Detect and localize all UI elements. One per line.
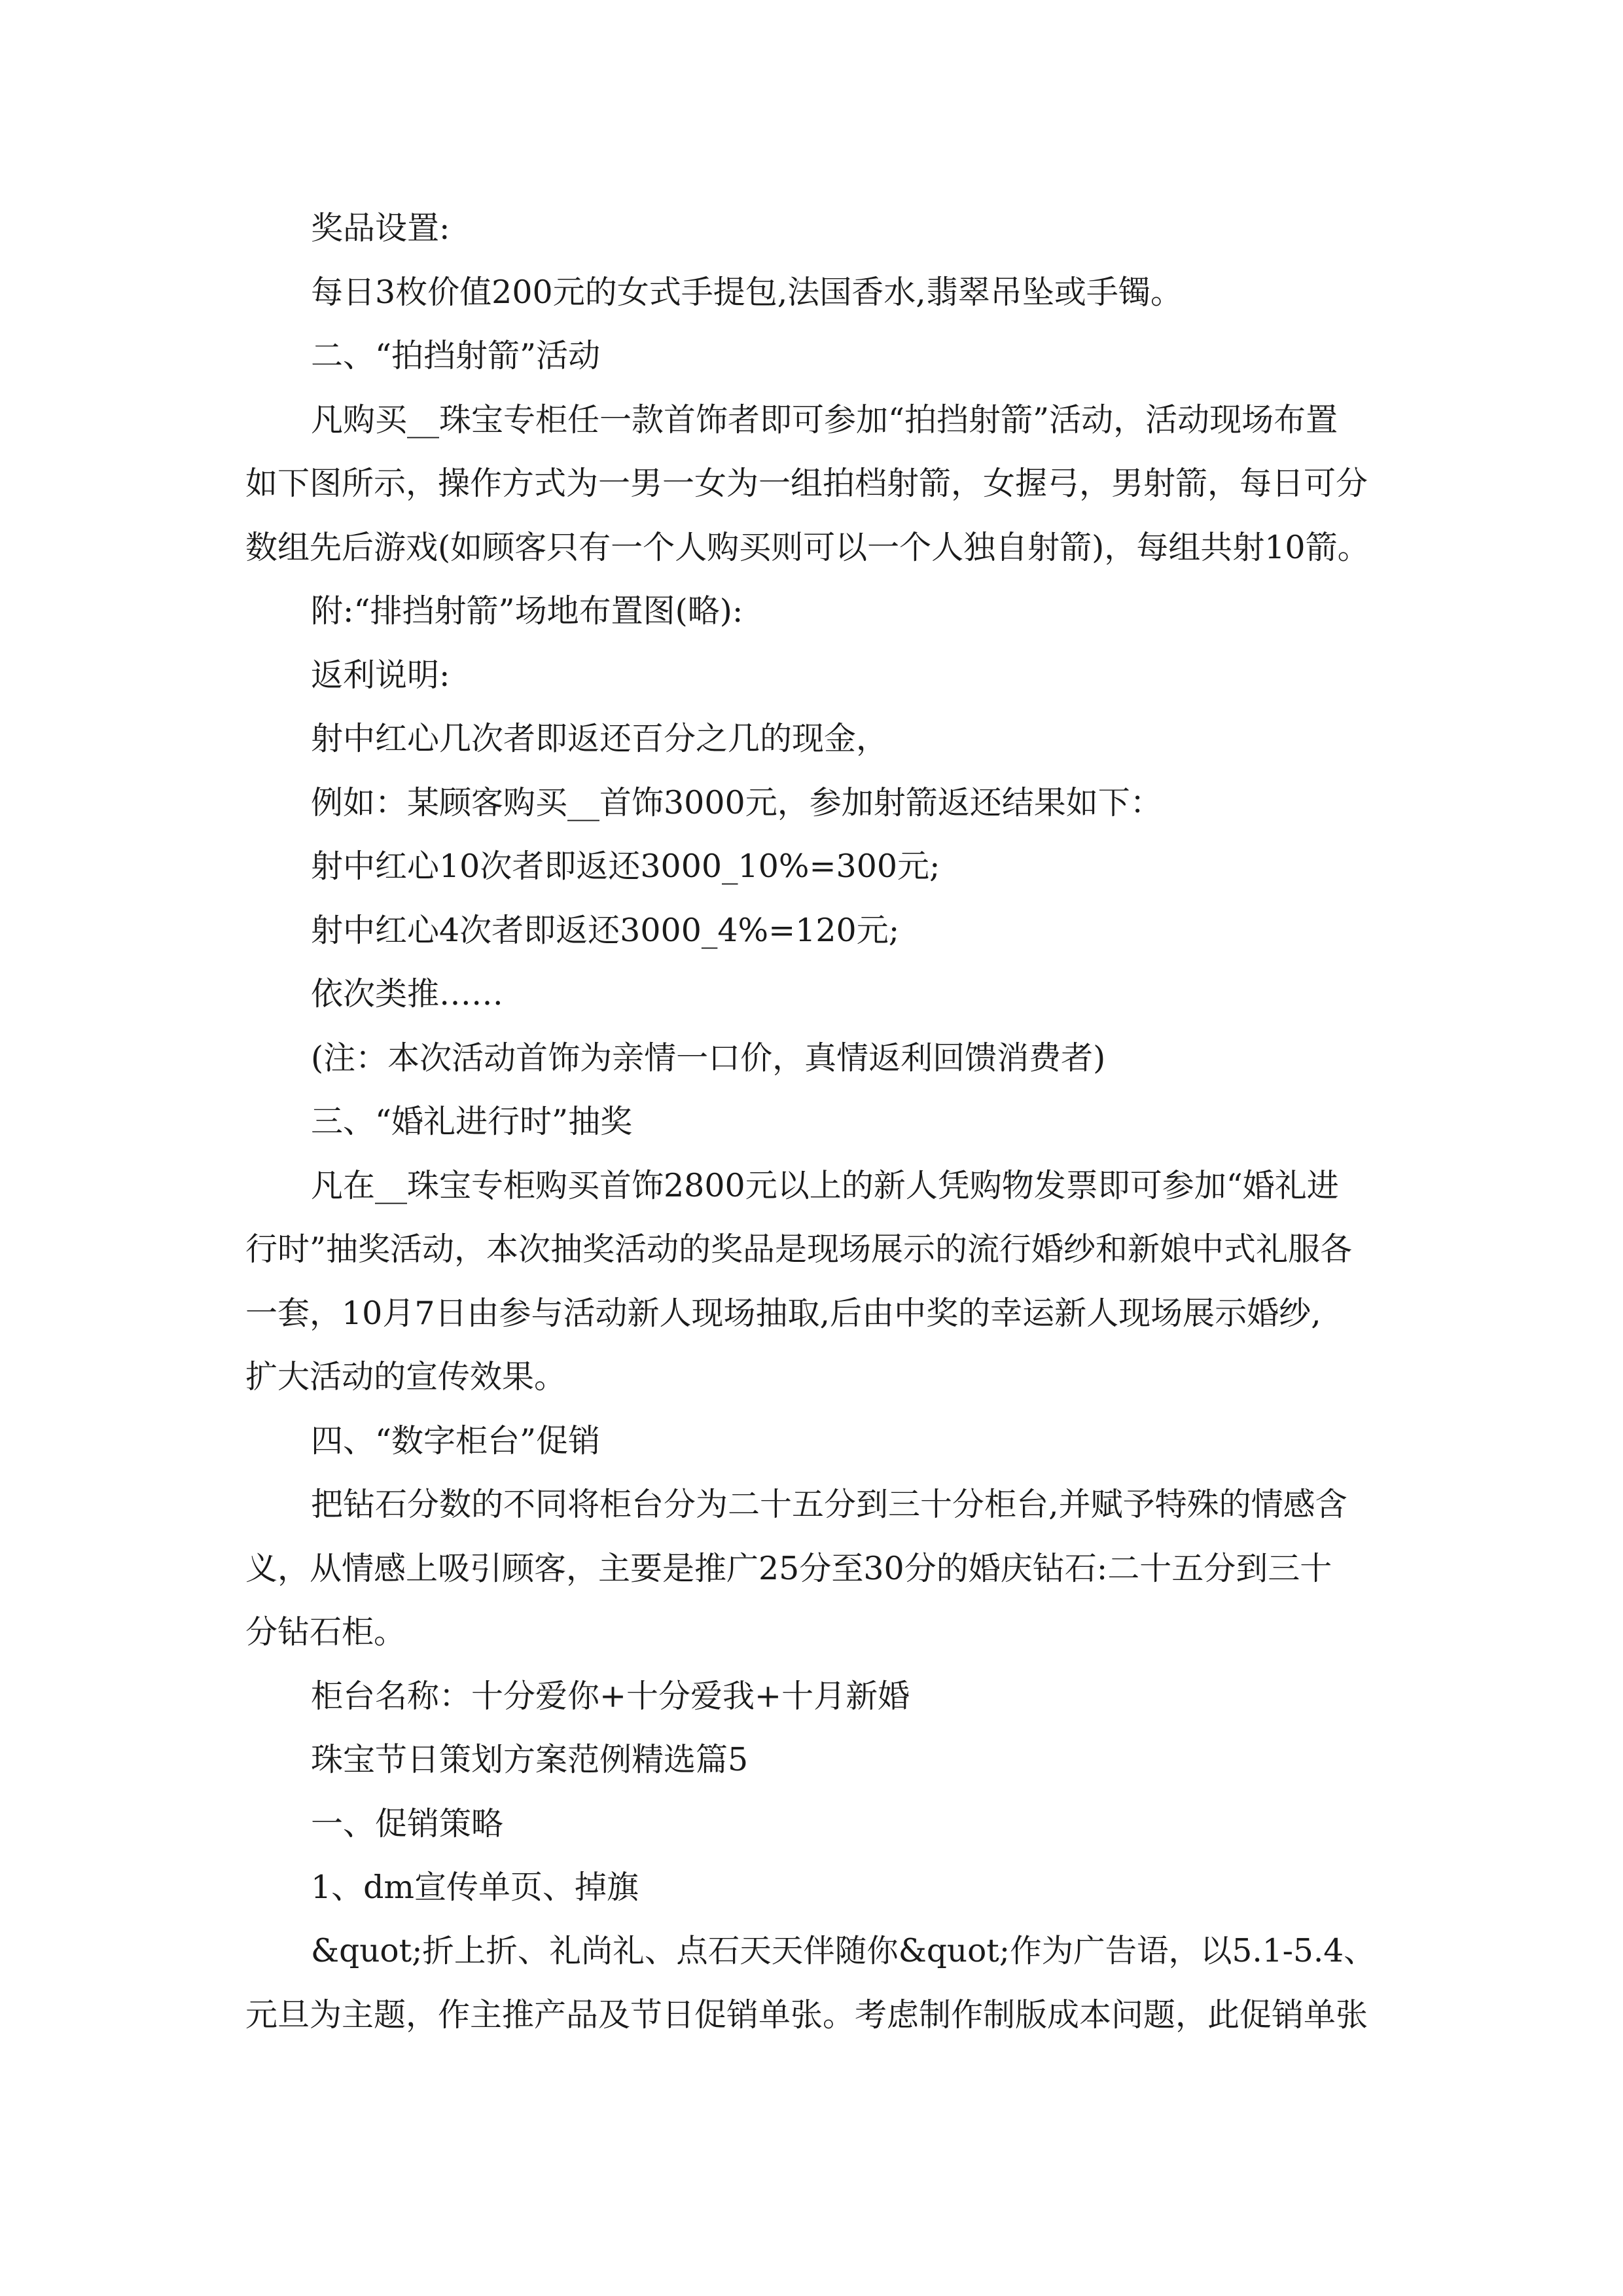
paragraph-line: 如下图所示，操作方式为一男一女为一组拍档射箭，女握弓，男射箭，每日可分: [245, 465, 1368, 502]
paragraph-line: 凡购买__珠宝专柜任一款首饰者即可参加“拍挡射箭”活动，活动现场布置: [311, 401, 1338, 439]
paragraph-line: 行时”抽奖活动，本次抽奖活动的奖品是现场展示的流行婚纱和新娘中式礼服各: [245, 1230, 1353, 1268]
paragraph-line: 每日3枚价值200元的女式手提包,法国香水,翡翠吊坠或手镯。: [311, 273, 1183, 311]
paragraph-line: 数组先后游戏(如顾客只有一个人购买则可以一个人独自射箭)，每组共射10箭。: [245, 528, 1370, 566]
paragraph-line: 分钻石柜。: [245, 1613, 406, 1651]
paragraph-line: 射中红心4次者即返还3000_4%=120元;: [311, 911, 900, 949]
paragraph-line: &quot;折上折、礼尚礼、点石天天伴随你&quot;作为广告语，以5.1-5.4、: [311, 1932, 1376, 1969]
paragraph-line: 射中红心10次者即返还3000_10%=300元;: [311, 848, 940, 885]
paragraph-line: 一套，10月7日由参与活动新人现场抽取,后由中奖的幸运新人现场展示婚纱,: [245, 1294, 1321, 1332]
paragraph-line: 附:“排挡射箭”场地布置图(略):: [311, 592, 743, 630]
paragraph-line: 元旦为主题，作主推产品及节日促销单张。考虑制作制版成本问题，此促销单张: [245, 1996, 1368, 2034]
section-heading: 四、“数字柜台”促销: [311, 1422, 601, 1460]
paragraph-line: 射中红心几次者即返还百分之几的现金，: [311, 720, 889, 757]
subsection-heading: 1、dm宣传单页、掉旗: [311, 1869, 639, 1906]
paragraph-line: 扩大活动的宣传效果。: [245, 1358, 567, 1395]
section-heading: 三、“婚礼进行时”抽奖: [311, 1103, 633, 1140]
document-body: [245, 196, 1381, 2047]
paragraph-line: 义，从情感上吸引顾客，主要是推广25分至30分的婚庆钻石:二十五分到三十: [245, 1549, 1332, 1587]
section-heading: 一、促销策略: [311, 1804, 504, 1842]
paragraph-line: 例如：某顾客购买__首饰3000元，参加射箭返还结果如下：: [311, 783, 1162, 821]
paragraph-line: (注：本次活动首饰为亲情一口价，真情返利回馈消费者): [311, 1039, 1106, 1077]
paragraph-line: 把钻石分数的不同将柜台分为二十五分到三十分柜台,并赋予特殊的情感含: [311, 1486, 1347, 1523]
paragraph-line: 凡在__珠宝专柜购买首饰2800元以上的新人凭购物发票即可参加“婚礼进: [311, 1166, 1339, 1204]
paragraph-line: 柜台名称：十分爱你+十分爱我+十月新婚: [311, 1677, 910, 1715]
article-title: 珠宝节日策划方案范例精选篇5: [311, 1741, 749, 1778]
section-heading: 二、“拍挡射箭”活动: [311, 337, 601, 374]
paragraph-line: 奖品设置:: [311, 209, 450, 247]
paragraph-line: 依次类推……: [311, 975, 504, 1013]
paragraph-line: 返利说明:: [311, 656, 450, 694]
